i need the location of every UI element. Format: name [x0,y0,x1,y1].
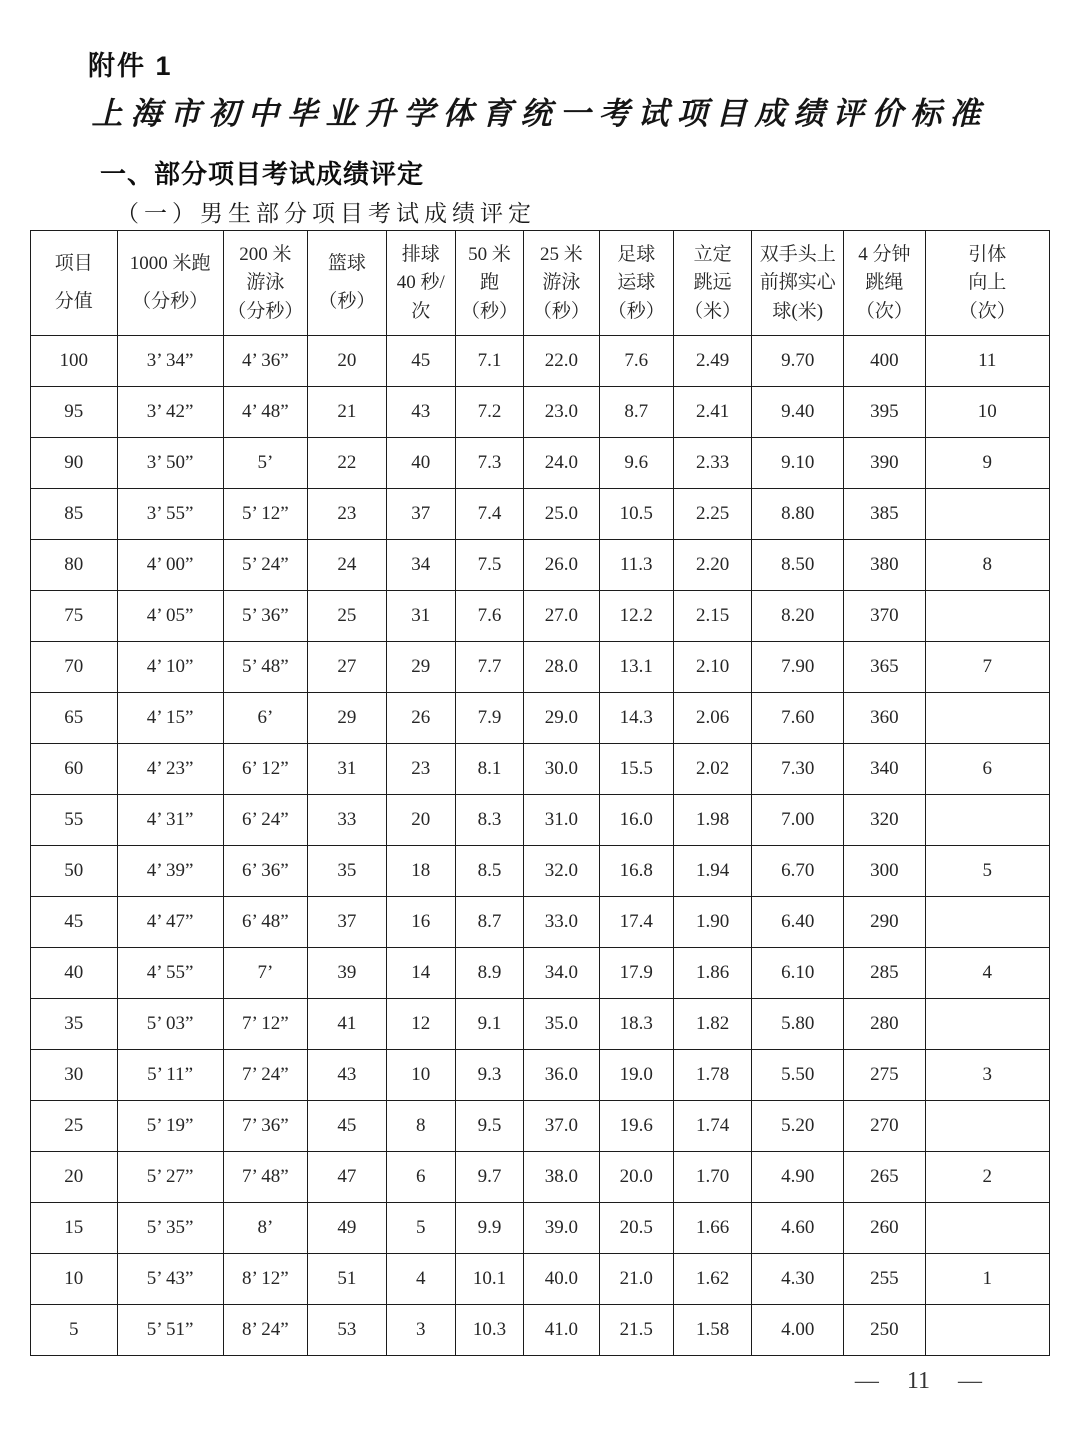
value-cell: 24 [308,540,386,591]
document-title: 上海市初中毕业升学体育统一考试项目成绩评价标准 [91,96,989,131]
value-cell: 3 [925,1050,1049,1101]
value-cell: 12.2 [599,591,673,642]
value-cell: 15.5 [599,744,673,795]
value-cell: 300 [844,846,926,897]
value-cell: 4 [386,1254,455,1305]
table-row [31,1050,1050,1101]
value-cell: 5’ 48” [223,642,308,693]
value-cell: 7.5 [455,540,523,591]
value-cell: 9.9 [455,1203,523,1254]
value-cell: 7.3 [455,438,523,489]
value-cell: 4’ 48” [223,387,308,438]
value-cell: 7’ 48” [223,1152,308,1203]
table-row [31,1152,1050,1203]
value-cell: 1.58 [673,1305,751,1356]
value-cell: 320 [844,795,926,846]
value-cell: 7.4 [455,489,523,540]
value-cell: 1.94 [673,846,751,897]
value-cell: 35 [308,846,386,897]
score-cell: 10 [31,1254,118,1305]
value-cell: 9.10 [752,438,844,489]
value-cell: 20 [386,795,455,846]
value-cell: 4’ 55” [117,948,223,999]
value-cell: 16.0 [599,795,673,846]
score-cell: 95 [31,387,118,438]
value-cell [925,999,1049,1050]
value-cell: 10.1 [455,1254,523,1305]
value-cell: 5 [386,1203,455,1254]
value-cell: 5’ 19” [117,1101,223,1152]
value-cell: 6’ 36” [223,846,308,897]
value-cell: 7’ [223,948,308,999]
value-cell: 6’ 12” [223,744,308,795]
column-header-cell: 1000 米跑 （分秒） [117,231,223,336]
value-cell: 4 [925,948,1049,999]
value-cell: 4’ 15” [117,693,223,744]
value-cell: 8’ [223,1203,308,1254]
table-row [31,1305,1050,1356]
value-cell: 6’ [223,693,308,744]
value-cell: 8.20 [752,591,844,642]
value-cell: 2.02 [673,744,751,795]
value-cell: 26 [386,693,455,744]
value-cell: 5’ 11” [117,1050,223,1101]
value-cell: 4’ 23” [117,744,223,795]
value-cell: 18 [386,846,455,897]
value-cell: 9.3 [455,1050,523,1101]
value-cell: 29.0 [524,693,599,744]
value-cell: 14.3 [599,693,673,744]
value-cell: 9.40 [752,387,844,438]
value-cell: 6.70 [752,846,844,897]
table-row [31,438,1050,489]
value-cell: 45 [308,1101,386,1152]
score-cell: 45 [31,897,118,948]
value-cell: 10 [386,1050,455,1101]
value-cell: 8.5 [455,846,523,897]
value-cell: 4’ 39” [117,846,223,897]
value-cell: 43 [386,387,455,438]
table-row [31,1101,1050,1152]
value-cell: 31.0 [524,795,599,846]
value-cell: 18.3 [599,999,673,1050]
section-heading: 一、部分项目考试成绩评定 [100,159,425,189]
value-cell: 8.3 [455,795,523,846]
value-cell: 35.0 [524,999,599,1050]
value-cell: 37 [308,897,386,948]
value-cell: 14 [386,948,455,999]
score-cell: 15 [31,1203,118,1254]
value-cell: 365 [844,642,926,693]
score-cell: 60 [31,744,118,795]
value-cell: 2 [925,1152,1049,1203]
value-cell: 27 [308,642,386,693]
value-cell: 9.6 [599,438,673,489]
table-row [31,897,1050,948]
value-cell: 6 [925,744,1049,795]
value-cell: 1.74 [673,1101,751,1152]
value-cell: 4’ 47” [117,897,223,948]
page-number: 11 [906,1368,930,1394]
value-cell: 8.50 [752,540,844,591]
value-cell: 8.9 [455,948,523,999]
value-cell: 39.0 [524,1203,599,1254]
value-cell [925,795,1049,846]
table-row [31,999,1050,1050]
value-cell: 21.0 [599,1254,673,1305]
value-cell: 4.60 [752,1203,844,1254]
value-cell: 49 [308,1203,386,1254]
value-cell: 2.25 [673,489,751,540]
value-cell: 19.6 [599,1101,673,1152]
column-header-cell: 立定 跳远 （米） [673,231,751,336]
value-cell: 2.10 [673,642,751,693]
column-header-cell: 25 米 游泳 （秒） [524,231,599,336]
value-cell: 265 [844,1152,926,1203]
value-cell: 22 [308,438,386,489]
value-cell: 6’ 24” [223,795,308,846]
value-cell: 390 [844,438,926,489]
value-cell: 1.78 [673,1050,751,1101]
value-cell: 380 [844,540,926,591]
value-cell: 39 [308,948,386,999]
table-row [31,948,1050,999]
subsection-heading: （一）男生部分项目考试成绩评定 [116,201,536,226]
score-cell: 80 [31,540,118,591]
value-cell: 8’ 12” [223,1254,308,1305]
score-cell: 35 [31,999,118,1050]
value-cell: 3 [386,1305,455,1356]
value-cell: 5’ 36” [223,591,308,642]
value-cell: 41 [308,999,386,1050]
value-cell: 40.0 [524,1254,599,1305]
score-table [30,230,1050,1356]
value-cell: 37.0 [524,1101,599,1152]
value-cell: 6.40 [752,897,844,948]
value-cell: 5’ 51” [117,1305,223,1356]
value-cell: 8.7 [455,897,523,948]
value-cell: 4.30 [752,1254,844,1305]
score-cell: 50 [31,846,118,897]
value-cell: 7.6 [599,336,673,387]
value-cell: 17.4 [599,897,673,948]
value-cell: 5’ 35” [117,1203,223,1254]
value-cell: 34 [386,540,455,591]
table-row [31,642,1050,693]
value-cell: 275 [844,1050,926,1101]
value-cell: 7’ 12” [223,999,308,1050]
score-cell: 85 [31,489,118,540]
column-header-cell: 足球 运球 （秒） [599,231,673,336]
value-cell: 5’ 03” [117,999,223,1050]
value-cell: 7.7 [455,642,523,693]
table-row [31,795,1050,846]
value-cell: 29 [386,642,455,693]
value-cell: 13.1 [599,642,673,693]
value-cell: 7’ 36” [223,1101,308,1152]
value-cell: 23.0 [524,387,599,438]
value-cell: 4.00 [752,1305,844,1356]
value-cell: 10.5 [599,489,673,540]
value-cell: 10 [925,387,1049,438]
value-cell: 3’ 50” [117,438,223,489]
value-cell: 36.0 [524,1050,599,1101]
value-cell: 4’ 05” [117,591,223,642]
value-cell: 11 [925,336,1049,387]
value-cell: 3’ 42” [117,387,223,438]
value-cell: 47 [308,1152,386,1203]
value-cell: 4’ 31” [117,795,223,846]
value-cell: 7.2 [455,387,523,438]
score-cell: 55 [31,795,118,846]
value-cell: 33.0 [524,897,599,948]
value-cell: 51 [308,1254,386,1305]
value-cell: 32.0 [524,846,599,897]
value-cell: 1.70 [673,1152,751,1203]
value-cell: 1.90 [673,897,751,948]
value-cell: 25.0 [524,489,599,540]
column-header-cell: 篮球 （秒） [308,231,386,336]
value-cell: 25 [308,591,386,642]
value-cell: 7.9 [455,693,523,744]
value-cell: 385 [844,489,926,540]
value-cell: 5’ 27” [117,1152,223,1203]
score-cell: 65 [31,693,118,744]
value-cell: 26.0 [524,540,599,591]
value-cell: 29 [308,693,386,744]
value-cell: 1.98 [673,795,751,846]
value-cell: 30.0 [524,744,599,795]
table-row [31,591,1050,642]
table-row [31,489,1050,540]
value-cell: 24.0 [524,438,599,489]
value-cell: 1.86 [673,948,751,999]
table-row [31,387,1050,438]
value-cell: 5’ 24” [223,540,308,591]
value-cell: 7.30 [752,744,844,795]
value-cell: 5’ 43” [117,1254,223,1305]
value-cell: 28.0 [524,642,599,693]
value-cell [925,897,1049,948]
value-cell: 34.0 [524,948,599,999]
page-footer [855,1368,982,1395]
value-cell: 16 [386,897,455,948]
value-cell: 400 [844,336,926,387]
value-cell: 22.0 [524,336,599,387]
value-cell: 370 [844,591,926,642]
value-cell: 290 [844,897,926,948]
value-cell: 19.0 [599,1050,673,1101]
value-cell: 8 [925,540,1049,591]
value-cell: 8.1 [455,744,523,795]
value-cell: 280 [844,999,926,1050]
value-cell: 255 [844,1254,926,1305]
value-cell: 8.7 [599,387,673,438]
value-cell: 285 [844,948,926,999]
value-cell: 6’ 48” [223,897,308,948]
value-cell: 2.41 [673,387,751,438]
value-cell: 5 [925,846,1049,897]
value-cell: 7.00 [752,795,844,846]
value-cell: 20.5 [599,1203,673,1254]
value-cell: 2.49 [673,336,751,387]
score-cell: 90 [31,438,118,489]
column-header-cell: 50 米 跑 （秒） [455,231,523,336]
value-cell: 7.1 [455,336,523,387]
value-cell: 7.6 [455,591,523,642]
value-cell: 6.10 [752,948,844,999]
value-cell: 9.70 [752,336,844,387]
value-cell: 9.1 [455,999,523,1050]
score-cell: 20 [31,1152,118,1203]
value-cell: 4’ 36” [223,336,308,387]
value-cell: 23 [308,489,386,540]
value-cell: 1 [925,1254,1049,1305]
score-cell: 30 [31,1050,118,1101]
value-cell: 1.66 [673,1203,751,1254]
table-row [31,1254,1050,1305]
value-cell: 1.62 [673,1254,751,1305]
footer-dash-left: — [854,1368,879,1394]
value-cell [925,591,1049,642]
value-cell: 31 [308,744,386,795]
value-cell [925,489,1049,540]
value-cell: 11.3 [599,540,673,591]
value-cell: 20.0 [599,1152,673,1203]
value-cell: 37 [386,489,455,540]
value-cell: 31 [386,591,455,642]
value-cell: 360 [844,693,926,744]
value-cell: 16.8 [599,846,673,897]
value-cell: 9.7 [455,1152,523,1203]
value-cell: 2.33 [673,438,751,489]
value-cell: 3’ 34” [117,336,223,387]
value-cell: 21 [308,387,386,438]
value-cell: 23 [386,744,455,795]
value-cell: 45 [386,336,455,387]
attachment-label: 附件 1 [88,51,173,81]
value-cell: 395 [844,387,926,438]
table-row [31,744,1050,795]
value-cell: 7.60 [752,693,844,744]
value-cell: 8 [386,1101,455,1152]
value-cell: 7’ 24” [223,1050,308,1101]
table-row [31,336,1050,387]
value-cell: 340 [844,744,926,795]
score-cell: 25 [31,1101,118,1152]
value-cell: 9 [925,438,1049,489]
column-header-cell: 双手头上 前掷实心 球(米) [752,231,844,336]
value-cell: 7 [925,642,1049,693]
value-cell: 4’ 10” [117,642,223,693]
table-row [31,693,1050,744]
value-cell: 5.50 [752,1050,844,1101]
table-header-row [31,231,1050,336]
value-cell [925,1305,1049,1356]
value-cell [925,1203,1049,1254]
value-cell: 2.15 [673,591,751,642]
column-header-cell: 4 分钟 跳绳 （次） [844,231,926,336]
value-cell [925,1101,1049,1152]
value-cell: 4’ 00” [117,540,223,591]
value-cell: 4.90 [752,1152,844,1203]
column-header-cell: 排球 40 秒/ 次 [386,231,455,336]
column-header-cell: 200 米 游泳 （分秒） [223,231,308,336]
table-row [31,1203,1050,1254]
value-cell: 1.82 [673,999,751,1050]
value-cell: 38.0 [524,1152,599,1203]
value-cell: 5’ 12” [223,489,308,540]
corner-header-cell: 项目 分值 [31,231,118,336]
value-cell: 5.80 [752,999,844,1050]
score-cell: 40 [31,948,118,999]
value-cell: 6 [386,1152,455,1203]
value-cell [925,693,1049,744]
table-row [31,846,1050,897]
score-cell: 70 [31,642,118,693]
value-cell: 7.90 [752,642,844,693]
value-cell: 41.0 [524,1305,599,1356]
value-cell: 8.80 [752,489,844,540]
value-cell: 2.06 [673,693,751,744]
footer-dash-right: — [958,1368,982,1394]
table-row [31,540,1050,591]
value-cell: 5.20 [752,1101,844,1152]
value-cell: 17.9 [599,948,673,999]
value-cell: 43 [308,1050,386,1101]
score-cell: 100 [31,336,118,387]
value-cell: 10.3 [455,1305,523,1356]
value-cell: 21.5 [599,1305,673,1356]
value-cell: 12 [386,999,455,1050]
value-cell: 27.0 [524,591,599,642]
value-cell: 8’ 24” [223,1305,308,1356]
score-cell: 75 [31,591,118,642]
column-header-cell: 引体 向上 （次） [925,231,1049,336]
value-cell: 53 [308,1305,386,1356]
value-cell: 250 [844,1305,926,1356]
value-cell: 5’ [223,438,308,489]
score-cell: 5 [31,1305,118,1356]
value-cell: 260 [844,1203,926,1254]
value-cell: 9.5 [455,1101,523,1152]
value-cell: 3’ 55” [117,489,223,540]
value-cell: 33 [308,795,386,846]
value-cell: 40 [386,438,455,489]
value-cell: 20 [308,336,386,387]
value-cell: 2.20 [673,540,751,591]
value-cell: 270 [844,1101,926,1152]
